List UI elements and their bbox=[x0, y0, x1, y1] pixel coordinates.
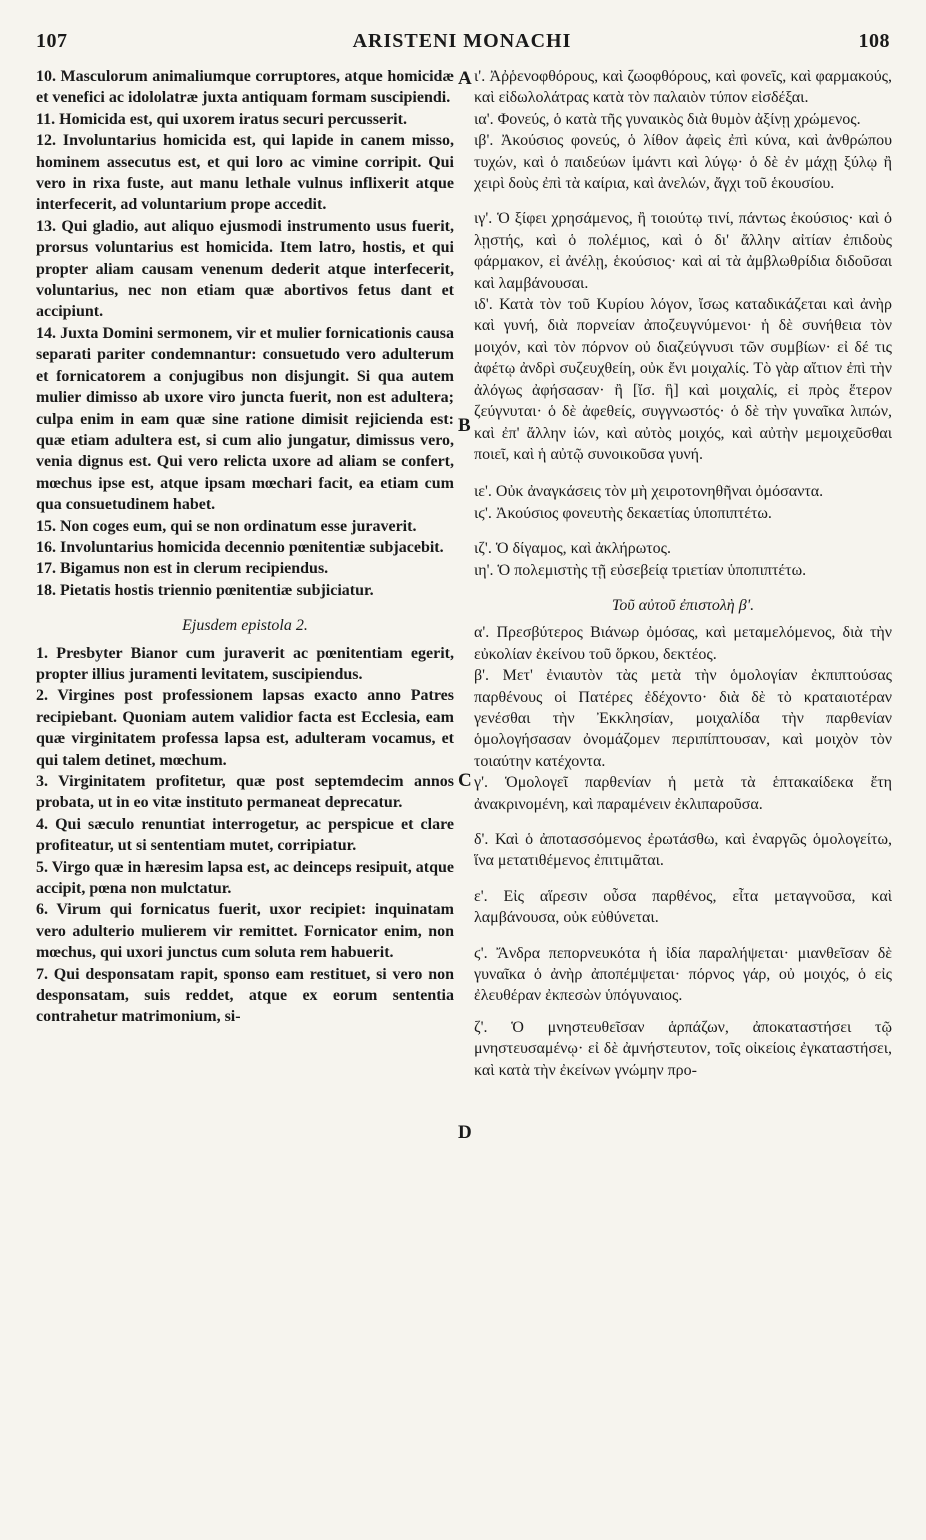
latin-canon: 13. Qui gladio, aut aliquo ejusmodi instrumento usus fuerit, prorsus voluntarius est homicida. Item latro, hostis, et qui propter aliam causam venenum dederit atque interfecerit, voluntarius, nec non etiam quæ abortivos fetus dant et accipiunt. bbox=[36, 217, 454, 321]
greek-canon: ϛ'. Ἄνδρα πεπορνευκότα ἡ ἰδία παραλήψεται· μιανθεῖσαν δὲ γυναῖκα ὁ ἀνὴρ ἀποπέμψεται· πόρνος γάρ, οὐ μοιχός, ὁ εἰς ἐλευθέραν ἐκπεσὼν ὑπόγυναιος. bbox=[474, 944, 892, 1005]
latin-canon: 7. Qui desponsatam rapit, sponso eam restituet, si vero non desponsatam, suis reddet, atque ex eorum sententia contrahetur matrimonium, si- bbox=[36, 965, 454, 1026]
greek-canon: ε'. Εἰς αἵρεσιν οὖσα παρθένος, εἶτα μεταγνοῦσα, καὶ λαμβάνουσα, οὐκ εὐθύνεται. bbox=[474, 887, 892, 927]
greek-canon: β'. Μετ' ἐνιαυτὸν τὰς μετὰ τὴν ὁμολογίαν ἐκπιπτούσας παρθένους οἱ Πατέρες ἐδέχοντο· διὰ δὲ τὸ κραταιοτέραν γενέσθαι τὴν Ἐκκλησίαν, μοιχαλίδα τὴν παρθενίαν ὁμολογήσασαν ὀνομάζομεν περιπίπτουσαν, καὶ μοιχὸν τὸν τοιαύτην κατέχοντα. bbox=[474, 667, 892, 770]
latin-canon: 5. Virgo quæ in hæresim lapsa est, ac deinceps resipuit, atque accipit, pœna non mulctatur. bbox=[36, 858, 454, 898]
greek-canon: ια'. Φονεύς, ὁ κατὰ τῆς γυναικὸς διὰ θυμὸν ἀξίνῃ χρώμενος. bbox=[474, 110, 861, 128]
latin-epistle-heading: Ejusdem epistola 2. bbox=[182, 617, 308, 635]
greek-canon: ιϛ'. Ἀκούσιος φονευτὴς δεκαετίας ὑποπιπτέτω. bbox=[474, 504, 772, 522]
latin-canon: 6. Virum qui fornicatus fuerit, uxor recipiet: inquinatam vero adulterio mulierem vir remittet. Fornicator enim, non mœchus, qui uxori junctus cum soluta rem habuerit. bbox=[36, 901, 454, 962]
margin-letter-d: D bbox=[458, 1122, 472, 1143]
latin-canon: 18. Pietatis hostis triennio pœnitentiæ subjiciatur. bbox=[36, 581, 374, 599]
latin-canon: 1. Presbyter Bianor cum juraverit ac pœnitentiam egerit, propter illius juramenti levitatem, suscipiendus. bbox=[36, 644, 454, 683]
latin-canon: 2. Virgines post professionem lapsas exacto anno Patres recipiebant. Quoniam autem validior facta est Ecclesia, eam quæ virginitatem professa lapsa est, adulteram vocamus, et qui talem detinet, mœchum. bbox=[36, 687, 454, 769]
greek-canon: ιη'. Ὁ πολεμιστὴς τῇ εὐσεβείᾳ τριετίαν ὑποπιπτέτω. bbox=[474, 561, 807, 579]
latin-canon: 10. Masculorum animaliumque corruptores, atque homicidæ et venefici ac idololatræ juxta antiquam formam suscipiendi. bbox=[36, 68, 454, 107]
latin-canon: 16. Involuntarius homicida decennio pœnitentiæ subjacebit. bbox=[36, 538, 444, 556]
margin-letter-b: B bbox=[458, 415, 471, 436]
greek-column bbox=[474, 66, 892, 1081]
running-header bbox=[34, 30, 890, 60]
latin-canon: 11. Homicida est, qui uxorem iratus securi percusserit. bbox=[36, 110, 407, 128]
margin-letter-a: A bbox=[458, 68, 472, 89]
latin-canon: 12. Involuntarius homicida est, qui lapide in canem misso, hominem assecutus est, et qui loro ac vimine corripit. Qui vero in rixa fuste, aut manu lethale vulnus inflixerit atque interfecerit, ad voluntarium prope accedit. bbox=[36, 132, 454, 214]
greek-canon: ι'. Ἀῤῥενοφθόρους, καὶ ζωοφθόρους, καὶ φονεῖς, καὶ φαρμακούς, καὶ εἰδωλολάτρας κατὰ τὸν παλαιὸν τύπον εἰσδέξαι. bbox=[474, 68, 892, 107]
greek-canon: δ'. Καὶ ὁ ἀποτασσόμενος ἐρωτάσθω, καὶ ἐναργῶς ὁμολογείτω, ἵνα μετατιθέμενος ἐπιτιμᾶται. bbox=[474, 831, 892, 870]
greek-epistle-heading: Τοῦ αὐτοῦ ἐπιστολὴ β'. bbox=[611, 596, 755, 614]
latin-canon: 15. Non coges eum, qui se non ordinatum esse juraverit. bbox=[36, 517, 417, 535]
latin-canon: 17. Bigamus non est in clerum recipiendus. bbox=[36, 560, 329, 578]
greek-canon: ζ'. Ὁ μνηστευθεῖσαν ἁρπάζων, ἀποκαταστήσει τῷ μνηστευσαμένῳ· εἰ δὲ ἀμνήστευτον, τοῖς οἰκείοις ἐγκαταστήσει, καὶ κατὰ τὴν ἐκείνων γνώμην προ- bbox=[474, 1018, 892, 1079]
greek-canon: ιγ'. Ὁ ξίφει χρησάμενος, ἢ τοιούτῳ τινί, πάντως ἑκούσιος· καὶ ὁ λῃστής, καὶ ὁ πολέμιος, καὶ ὁ δι' ἄλλην αἰτίαν ἐπιδοὺς φάρμακον, εἰ ἀνέλῃ, ἑκούσιος· καὶ αἱ τὰ ἀμβλωθρίδια διδοῦσαι καὶ λαμβάνουσαι. bbox=[474, 210, 892, 292]
greek-canon: ιβ'. Ἀκούσιος φονεύς, ὁ λίθον ἀφεὶς ἐπὶ κύνα, καὶ ἀνθρώπου τυχών, καὶ ὁ παιδεύων ἱμάντι καὶ λύγῳ· ὁ δὲ ἐν μάχῃ ξύλῳ ἢ χειρὶ δοὺς ἐπὶ τὰ καίρια, καὶ ἀνελών, ἄγχι τοῦ ἑκουσίου. bbox=[474, 132, 892, 193]
right-page-number: 108 bbox=[858, 30, 890, 52]
latin-canon: 4. Qui sæculo renuntiat interrogetur, ac perspicue et clare profiteatur, ut si sententiam mutet, corripiatur. bbox=[36, 815, 454, 855]
greek-canon: γ'. Ὁμολογεῖ παρθενίαν ἡ μετὰ τὰ ἑπτακαίδεκα ἔτη ἀνακρινομένη, καὶ παραμένειν ἐκλιπαροῦσα. bbox=[474, 774, 892, 813]
latin-column bbox=[36, 66, 454, 1028]
latin-canon: 14. Juxta Domini sermonem, vir et mulier fornicationis causa separati pariter condemnantur: consuetudo vero adulterum et fornicatorem a conjugibus non disjungit. Si qua autem mulier dimisso ab uxore viro juncta fuerit, non est adultera; culpa enim in eam quæ sine ratione dimisit rejicienda est: quæ etiam adultera est, si cum alio jungatur, dimissus vero, venia dignus est. Qui vero relicta uxore ad aliam se confert, mœchus ipse est, atque ipsam mœchari facit, ea etiam cum qua consuetudinem habet. bbox=[36, 324, 454, 514]
greek-canon: ιε'. Οὐκ ἀναγκάσεις τὸν μὴ χειροτονηθῆναι ὀμόσαντα. bbox=[474, 483, 824, 501]
greek-canon: α'. Πρεσβύτερος Βιάνωρ ὀμόσας, καὶ μεταμελόμενος, διὰ τὴν εὐκολίαν ἐκείνου τοῦ ὅρκου, δεκτέος. bbox=[474, 624, 892, 663]
running-title: ARISTENI MONACHI bbox=[352, 30, 572, 52]
margin-letter-c: C bbox=[458, 770, 472, 791]
greek-canon: ιδ'. Κατὰ τὸν τοῦ Κυρίου λόγον, ἴσως καταδικάζεται καὶ ἀνὴρ καὶ γυνή, διὰ πορνείαν ἀποζευγνύμενοι· ἡ δὲ συνήθεια τὸν μοιχόν, καὶ τὸν πόρνον οὐ διαζεύγνυσι τῶν συμβίων· εἰ δέ τις ἀφέτῳ ἀνδρὶ συζευχθείη, οὐκ ἔνι μοιχαλίς. Τὸ γὰρ αἴτιον ἐπὶ τὴν ἀλόγως ἀφήσασαν· ἢ [ἴσ. ἣ] καὶ μοιχαλίς, εἰ πρὸς ἕτερον ζεύγνυται· ὁ δὲ ἀφεθείς, συγγνωστός· ὁ δὲ τὴν γυναῖκα λιπών, καὶ ἐπ' ἄλλην ἰών, καὶ αὐτὸς μοιχός, καὶ αὐτὴν μεμοιχεῦσθαι ποιεῖ, καὶ ἡ αὐτῷ συνοικοῦσα γυνή. bbox=[474, 296, 892, 463]
greek-canon: ιζ'. Ὁ δίγαμος, καὶ ἀκλήρωτος. bbox=[474, 540, 671, 558]
latin-canon: 3. Virginitatem profitetur, quæ post septemdecim annos probata, ut in eo vitæ instituto permaneat deprecatur. bbox=[36, 773, 454, 812]
left-page-number: 107 bbox=[36, 30, 68, 52]
